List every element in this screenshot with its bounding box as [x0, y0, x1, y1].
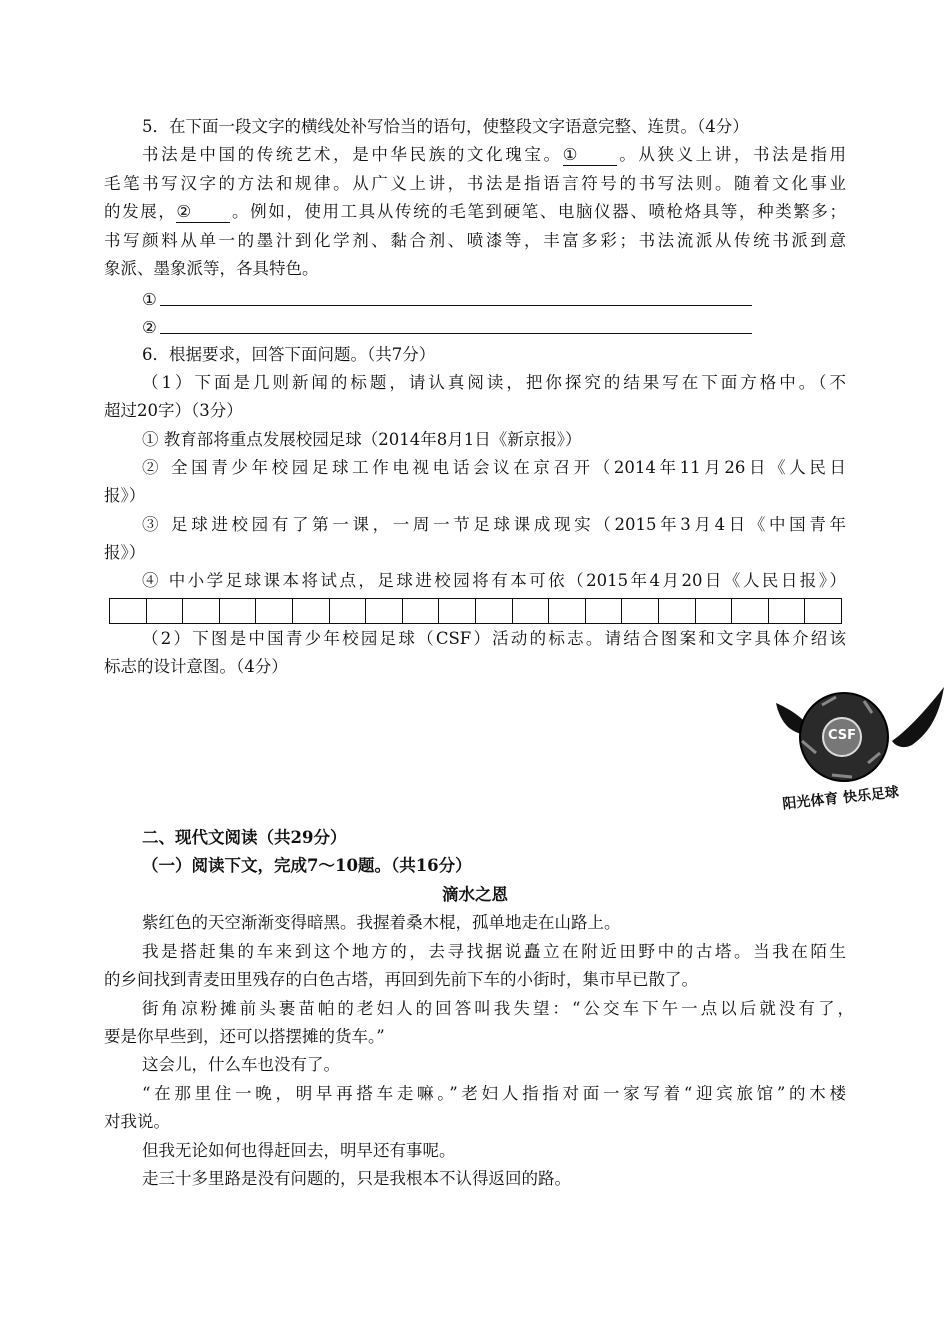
q5-paragraph-line1 — [142, 141, 846, 169]
story-paragraph-2-line1: 我是搭赶集的车来到这个地方的，去寻找据说矗立在附近田野中的古塔。当我在陌生 — [142, 942, 846, 961]
answer-grid[interactable] — [109, 598, 842, 624]
q6-part1-line1: （1）下面是几则新闻的标题，请认真阅读，把你探究的结果写在下面方格中。（不 — [142, 373, 846, 392]
q6-part2-line2: 标志的设计意图。（4分） — [104, 657, 288, 676]
q5-paragraph-line2: 毛笔书写汉字的方法和规律。从广义上讲，书法是指语言符号的书写法则。随着文化事业 — [104, 174, 846, 193]
story-paragraph-5-line1: “在那里住一晚，明早再搭车走嘛。”老妇人指指对面一家写着“迎宾旅馆”的木楼 — [142, 1084, 846, 1103]
grid-cell[interactable] — [293, 599, 330, 623]
grid-cell[interactable] — [513, 599, 550, 623]
grid-cell[interactable] — [110, 599, 147, 623]
section2-title: 二、现代文阅读（共29分） — [142, 828, 347, 847]
grid-cell[interactable] — [330, 599, 367, 623]
grid-cell[interactable] — [732, 599, 769, 623]
q6-news-3-line2: 报》） — [104, 543, 146, 562]
csf-ball-text: CSF — [827, 728, 857, 743]
q5-prompt: 5．在下面一段文字的横线处补写恰当的语句，使整段文字语意完整、连贯。（4分） — [142, 117, 749, 136]
grid-cell[interactable] — [586, 599, 623, 623]
q5-blank-2: ② — [176, 202, 230, 223]
q6-prompt: 6．根据要求，回答下面问题。（共7分） — [142, 345, 436, 364]
story-paragraph-3-line1: 街角凉粉摊前头裹苗帕的老妇人的回答叫我失望：“公交车下午一点以后就没有了， — [142, 999, 854, 1018]
q5-answer1-line[interactable] — [160, 305, 752, 306]
q6-news-4: ④ 中小学足球课本将试点，足球进校园将有本可依（2015年4月20日《人民日报》） — [142, 571, 846, 590]
q5-blank-1: ① — [563, 145, 617, 166]
q5-text-before-blank2: 的发展， — [104, 202, 177, 221]
grid-cell[interactable] — [256, 599, 293, 623]
grid-cell[interactable] — [476, 599, 513, 623]
q5-answer2-label: ② — [142, 318, 157, 337]
section2-subtitle: （一）阅读下文，完成7～10题。（共16分） — [142, 856, 472, 875]
q5-answer2-line[interactable] — [160, 333, 752, 334]
story-paragraph-4: 这会儿，什么车也没有了。 — [142, 1055, 340, 1074]
q5-paragraph-line4: 书写颜料从单一的墨汁到化学剂、黏合剂、喷漆等，丰富多彩；书法流派从传统书派到意 — [104, 231, 846, 250]
grid-cell[interactable] — [366, 599, 403, 623]
q6-news-1: ① 教育部将重点发展校园足球（2014年8月1日《新京报》） — [142, 430, 582, 449]
story-paragraph-5-line2: 对我说。 — [104, 1112, 170, 1131]
csf-logo — [772, 683, 948, 811]
story-paragraph-1: 紫红色的天空渐渐变得暗黑。我握着桑木棍，孤单地走在山路上。 — [142, 913, 621, 932]
grid-cell[interactable] — [147, 599, 184, 623]
grid-cell[interactable] — [183, 599, 220, 623]
q6-news-2-line1: ② 全国青少年校园足球工作电视电话会议在京召开（2014年11月26日《人民日 — [142, 458, 846, 477]
q5-text-after-blank1: 。从狭义上讲，书法是指用 — [616, 145, 847, 164]
grid-cell[interactable] — [805, 599, 841, 623]
q5-text-after-blank2: 。例如，使用工具从传统的毛笔到硬笔、电脑仪器、喷枪烙具等，种类繁多； — [230, 202, 847, 221]
q5-text-before-blank1: 书法是中国的传统艺术，是中华民族的文化瑰宝。 — [142, 145, 563, 164]
story-paragraph-6: 但我无论如何也得赶回去，明早还有事呢。 — [142, 1141, 456, 1160]
q6-part1-line2: 超过20字）（3分） — [104, 401, 243, 420]
q6-news-3-line1: ③ 足球进校园有了第一课，一周一节足球课成现实（2015年3月4日《中国青年 — [142, 515, 846, 534]
csf-motto: 阳光体育 快乐足球 — [781, 784, 900, 813]
grid-cell[interactable] — [769, 599, 806, 623]
q5-answer1-label: ① — [142, 290, 157, 309]
grid-cell[interactable] — [220, 599, 257, 623]
story-paragraph-2-line2: 的乡间找到青麦田里残存的白色古塔，再回到先前下车的小街时，集市早已散了。 — [104, 970, 698, 989]
grid-cell[interactable] — [549, 599, 586, 623]
grid-cell[interactable] — [439, 599, 476, 623]
story-paragraph-3-line2: 要是你早些到，还可以搭摆摊的货车。” — [104, 1027, 385, 1046]
q5-paragraph-line3 — [104, 198, 846, 226]
story-paragraph-7: 走三十多里路是没有问题的，只是我根本不认得返回的路。 — [142, 1169, 571, 1188]
grid-cell[interactable] — [659, 599, 696, 623]
grid-cell[interactable] — [696, 599, 733, 623]
story-title: 滴水之恩 — [442, 885, 508, 904]
q6-news-2-line2: 报》） — [104, 486, 146, 505]
q5-paragraph-line5: 象派、墨象派等，各具特色。 — [104, 259, 319, 278]
grid-cell[interactable] — [403, 599, 440, 623]
grid-cell[interactable] — [622, 599, 659, 623]
q6-part2-line1: （2）下图是中国青少年校园足球（CSF）活动的标志。请结合图案和文字具体介绍该 — [142, 629, 846, 648]
